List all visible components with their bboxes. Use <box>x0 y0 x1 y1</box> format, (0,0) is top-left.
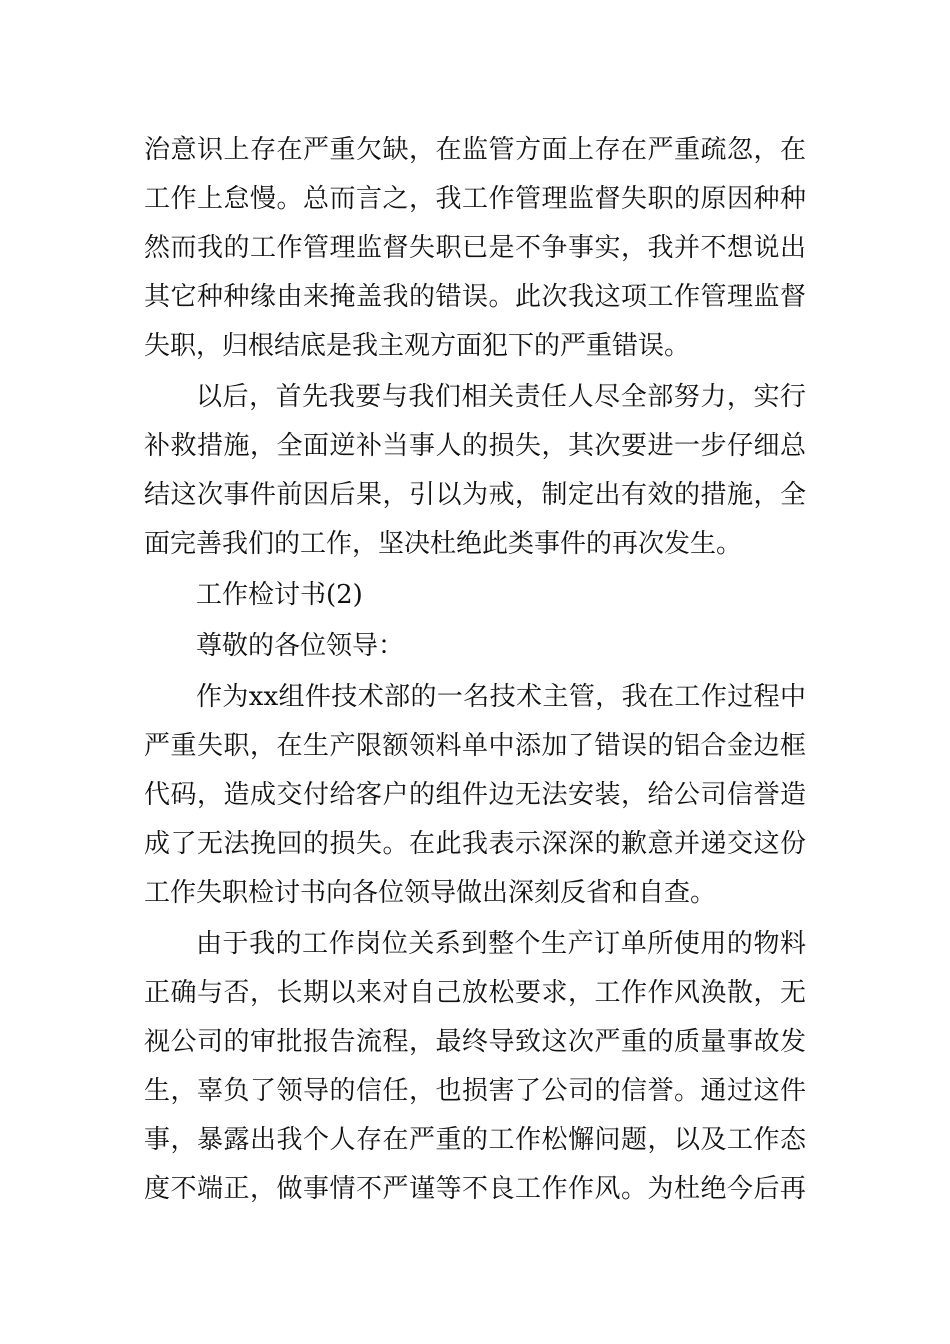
text-line: 面完善我们的工作，坚决杜绝此类事件的再次发生。 <box>144 529 743 559</box>
text-line: 工作上怠慢。总而言之，我工作管理监督失职的原因种种 <box>144 184 806 214</box>
document-body <box>144 126 806 1214</box>
text-line: 治意识上存在严重欠缺，在监管方面上存在严重疏忽，在 <box>144 135 806 165</box>
text-line: 度不端正，做事情不严谨等不良工作作风。为杜绝今后再 <box>144 1174 806 1204</box>
paragraph-first-line: 以后，首先我要与我们相关责任人尽全部努力，实行 <box>196 382 806 412</box>
text-line: 补救措施，全面逆补当事人的损失，其次要进一步仔细总 <box>144 431 806 461</box>
text-line: 成了无法挽回的损失。在此我表示深深的歉意并递交这份 <box>144 829 806 859</box>
paragraph-first-line: 由于我的工作岗位关系到整个生产订单所使用的物料 <box>196 929 806 959</box>
text-line: 然而我的工作管理监督失职已是不争事实，我并不想说出 <box>144 233 806 263</box>
text-line: 视公司的审批报告流程，最终导致这次严重的质量事故发 <box>144 1027 806 1057</box>
text-line: 工作失职检讨书向各位领导做出深刻反省和自查。 <box>144 878 717 908</box>
text-line: 结这次事件前因后果，引以为戒，制定出有效的措施，全 <box>144 480 806 510</box>
text-line: 正确与否，长期以来对自己放松要求，工作作风涣散，无 <box>144 978 806 1008</box>
text-line: 生，辜负了领导的信任，也损害了公司的信誉。通过这件 <box>144 1076 806 1106</box>
salutation: 尊敬的各位领导： <box>196 631 405 661</box>
text-line: 代码，造成交付给客户的组件边无法安装，给公司信誉造 <box>144 780 806 810</box>
text-line: 其它种种缘由来掩盖我的错误。此次我这项工作管理监督 <box>144 282 806 312</box>
text-line: 严重失职，在生产限额领料单中添加了错误的铝合金边框 <box>144 731 806 761</box>
text-line: 失职，归根结底是我主观方面犯下的严重错误。 <box>144 331 691 361</box>
text-line: 事，暴露出我个人存在严重的工作松懈问题，以及工作态 <box>144 1125 806 1155</box>
section-heading: 工作检讨书(2) <box>196 580 363 610</box>
paragraph-first-line: 作为xx组件技术部的一名技术主管，我在工作过程中 <box>196 682 806 712</box>
